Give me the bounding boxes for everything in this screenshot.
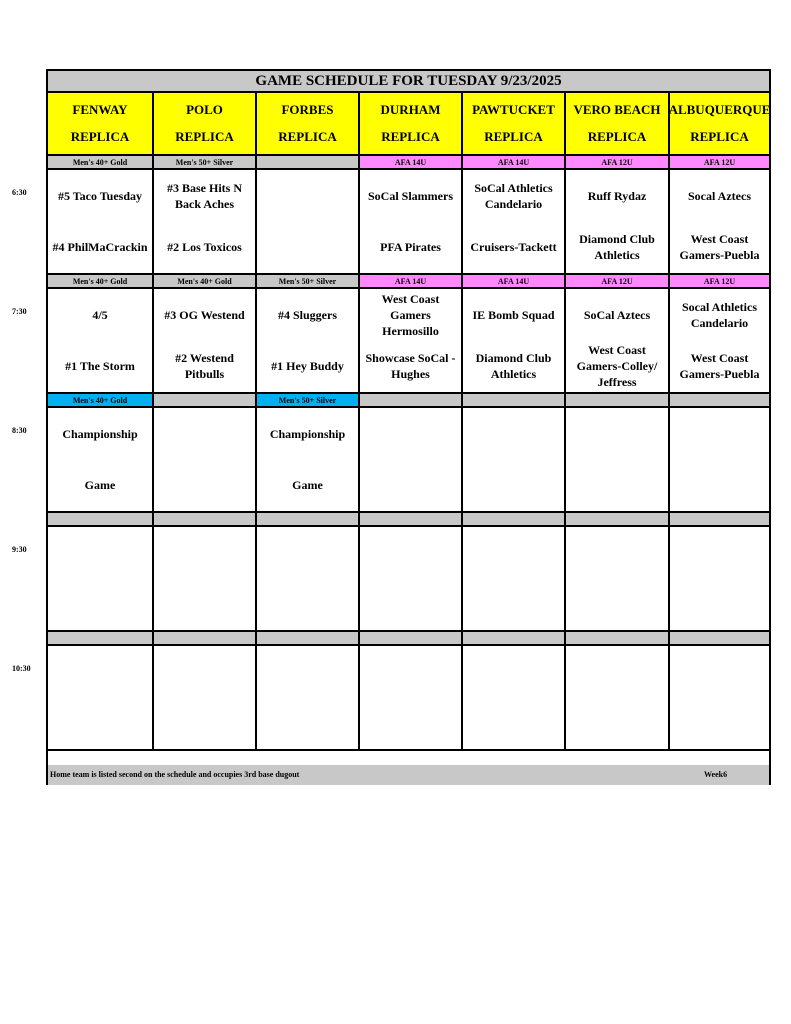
home-team bbox=[48, 579, 152, 631]
home-team bbox=[670, 460, 769, 512]
away-team: Championship bbox=[62, 426, 138, 441]
game-cell bbox=[564, 408, 668, 513]
division-label bbox=[461, 394, 564, 408]
field-header bbox=[668, 93, 769, 156]
game-cell bbox=[358, 170, 461, 275]
game-cell bbox=[152, 408, 255, 513]
division-label: AFA 12U bbox=[668, 156, 769, 170]
field-header bbox=[255, 93, 358, 156]
away-team bbox=[566, 646, 668, 698]
field-name: FENWAY bbox=[72, 102, 128, 118]
game-cell bbox=[358, 527, 461, 632]
home-team-note: Home team is listed second on the schedule and occupies 3rd base dugout bbox=[50, 770, 300, 779]
away-team bbox=[154, 527, 255, 579]
away-team bbox=[360, 408, 461, 460]
game-cell bbox=[461, 408, 564, 513]
field-header bbox=[564, 93, 668, 156]
game-cell bbox=[668, 289, 769, 394]
division-label: Men's 50+ Silver bbox=[152, 156, 255, 170]
game-cell bbox=[152, 646, 255, 751]
game-cell bbox=[358, 646, 461, 751]
division-label bbox=[358, 632, 461, 646]
game-cell bbox=[152, 289, 255, 394]
field-subtitle: REPLICA bbox=[587, 128, 647, 144]
home-team bbox=[154, 698, 255, 750]
division-label bbox=[48, 632, 152, 646]
field-name: DURHAM bbox=[380, 102, 441, 118]
game-cell bbox=[48, 289, 152, 394]
home-team bbox=[566, 460, 668, 512]
home-team: Cruisers-Tackett bbox=[470, 240, 557, 255]
division-label bbox=[668, 513, 769, 527]
division-label bbox=[668, 632, 769, 646]
home-team: Game bbox=[84, 478, 116, 493]
home-team: West Coast Gamers-Puebla bbox=[679, 351, 760, 382]
game-cell bbox=[564, 527, 668, 632]
game-cell bbox=[255, 289, 358, 394]
field-subtitle: REPLICA bbox=[381, 128, 440, 144]
field-subtitle: REPLICA bbox=[278, 128, 337, 144]
home-team bbox=[566, 579, 668, 631]
field-header bbox=[48, 93, 152, 156]
away-team bbox=[670, 527, 769, 579]
field-subtitle: REPLICA bbox=[175, 128, 234, 144]
field-header bbox=[461, 93, 564, 156]
game-cell bbox=[255, 170, 358, 275]
away-team bbox=[566, 408, 668, 460]
division-label: Men's 50+ Silver bbox=[255, 394, 358, 408]
game-cell bbox=[668, 646, 769, 751]
division-label bbox=[152, 513, 255, 527]
away-team bbox=[154, 646, 255, 698]
week-label: Week6 bbox=[704, 770, 728, 779]
away-team bbox=[463, 408, 564, 460]
field-name: FORBES bbox=[281, 102, 334, 118]
time-label: 9:30 bbox=[12, 545, 27, 554]
home-team bbox=[463, 698, 564, 750]
game-cell bbox=[564, 170, 668, 275]
game-cell bbox=[564, 289, 668, 394]
home-team: #2 Los Toxicos bbox=[167, 240, 242, 255]
away-team bbox=[463, 646, 564, 698]
game-cell bbox=[461, 646, 564, 751]
home-team bbox=[360, 579, 461, 631]
division-label bbox=[255, 632, 358, 646]
division-label: AFA 14U bbox=[461, 275, 564, 289]
home-team bbox=[670, 698, 769, 750]
away-team bbox=[154, 408, 255, 460]
field-header bbox=[152, 93, 255, 156]
field-name: VERO BEACH bbox=[573, 102, 661, 118]
away-team: Ruff Rydaz bbox=[587, 188, 647, 203]
division-label bbox=[461, 513, 564, 527]
division-label bbox=[564, 632, 668, 646]
game-cell bbox=[668, 527, 769, 632]
home-team bbox=[463, 579, 564, 631]
game-cell bbox=[358, 408, 461, 513]
away-team bbox=[360, 527, 461, 579]
division-label bbox=[358, 513, 461, 527]
home-team bbox=[257, 579, 358, 631]
division-label: Men's 40+ Gold bbox=[48, 394, 152, 408]
game-cell bbox=[255, 408, 358, 513]
division-label: AFA 12U bbox=[564, 156, 668, 170]
away-team: Championship bbox=[269, 426, 346, 441]
home-team bbox=[154, 460, 255, 512]
time-label: 8:30 bbox=[12, 426, 27, 435]
away-team bbox=[670, 646, 769, 698]
away-team: 4/5 bbox=[92, 307, 108, 322]
game-cell bbox=[152, 527, 255, 632]
division-label bbox=[668, 394, 769, 408]
game-cell bbox=[668, 408, 769, 513]
division-label: AFA 14U bbox=[461, 156, 564, 170]
away-team bbox=[463, 527, 564, 579]
home-team bbox=[566, 698, 668, 750]
division-label bbox=[48, 513, 152, 527]
game-cell bbox=[48, 170, 152, 275]
game-cell bbox=[255, 646, 358, 751]
away-team: SoCal Athletics Candelario bbox=[474, 180, 553, 211]
home-team: West Coast Gamers-Colley/ Jeffress bbox=[576, 343, 658, 390]
home-team: Game bbox=[292, 478, 323, 493]
away-team: IE Bomb Squad bbox=[472, 307, 555, 322]
division-label bbox=[152, 632, 255, 646]
home-team bbox=[360, 460, 461, 512]
time-label: 10:30 bbox=[12, 664, 31, 673]
division-label: AFA 14U bbox=[358, 156, 461, 170]
away-team: Socal Aztecs bbox=[688, 188, 751, 203]
home-team: #1 Hey Buddy bbox=[271, 359, 344, 374]
division-label bbox=[255, 513, 358, 527]
game-cell bbox=[48, 408, 152, 513]
time-label: 7:30 bbox=[12, 307, 27, 316]
game-cell bbox=[48, 646, 152, 751]
schedule-table bbox=[46, 69, 771, 785]
away-team bbox=[257, 170, 358, 222]
game-cell bbox=[152, 170, 255, 275]
away-team: SoCal Aztecs bbox=[583, 307, 651, 322]
schedule-title: GAME SCHEDULE FOR TUESDAY 9/23/2025 bbox=[48, 71, 769, 93]
division-label: AFA 12U bbox=[564, 275, 668, 289]
away-team bbox=[48, 646, 152, 698]
away-team: West Coast Gamers Hermosillo bbox=[381, 291, 440, 338]
home-team bbox=[257, 698, 358, 750]
home-team bbox=[670, 579, 769, 631]
home-team: Diamond Club Athletics bbox=[475, 351, 552, 382]
field-name: ALBUQUERQUE bbox=[668, 102, 771, 118]
field-name: PAWTUCKET bbox=[472, 102, 555, 118]
away-team bbox=[257, 646, 358, 698]
away-team: #5 Taco Tuesday bbox=[57, 188, 143, 203]
division-label: AFA 14U bbox=[358, 275, 461, 289]
game-cell bbox=[564, 646, 668, 751]
home-team: West Coast Gamers-Puebla bbox=[679, 232, 760, 263]
away-team bbox=[48, 527, 152, 579]
division-label bbox=[152, 394, 255, 408]
division-label: Men's 40+ Gold bbox=[152, 275, 255, 289]
home-team: #4 PhilMaCrackin bbox=[52, 240, 148, 255]
away-team bbox=[360, 646, 461, 698]
field-header bbox=[358, 93, 461, 156]
game-cell bbox=[461, 289, 564, 394]
home-team: #1 The Storm bbox=[65, 359, 135, 374]
away-team bbox=[670, 408, 769, 460]
division-label: Men's 40+ Gold bbox=[48, 156, 152, 170]
home-team bbox=[154, 579, 255, 631]
game-cell bbox=[461, 170, 564, 275]
game-cell bbox=[48, 527, 152, 632]
away-team: #3 Base Hits N Back Aches bbox=[167, 180, 242, 211]
field-name: POLO bbox=[186, 102, 223, 118]
away-team bbox=[566, 527, 668, 579]
game-cell bbox=[461, 527, 564, 632]
away-team bbox=[257, 527, 358, 579]
home-team: Showcase SoCal - Hughes bbox=[365, 351, 456, 382]
division-label: Men's 40+ Gold bbox=[48, 275, 152, 289]
division-label: Men's 50+ Silver bbox=[255, 275, 358, 289]
division-label bbox=[255, 156, 358, 170]
away-team: #3 OG Westend bbox=[164, 307, 245, 322]
division-label bbox=[358, 394, 461, 408]
division-label bbox=[564, 394, 668, 408]
away-team: SoCal Slammers bbox=[368, 188, 453, 203]
time-label: 6:30 bbox=[12, 188, 27, 197]
game-cell bbox=[358, 289, 461, 394]
field-subtitle: REPLICA bbox=[690, 128, 749, 144]
game-cell bbox=[668, 170, 769, 275]
home-team: Diamond Club Athletics bbox=[579, 232, 655, 263]
field-subtitle: REPLICA bbox=[484, 128, 543, 144]
footer-bar bbox=[48, 765, 769, 785]
away-team: #4 Sluggers bbox=[277, 307, 337, 322]
home-team bbox=[48, 698, 152, 750]
home-team: #2 Westend Pitbulls bbox=[175, 351, 234, 382]
division-label bbox=[564, 513, 668, 527]
home-team: PFA Pirates bbox=[380, 240, 441, 255]
division-label: AFA 12U bbox=[668, 275, 769, 289]
home-team bbox=[463, 460, 564, 512]
home-team bbox=[360, 698, 461, 750]
away-team: Socal Athletics Candelario bbox=[682, 299, 757, 330]
division-label bbox=[461, 632, 564, 646]
game-cell bbox=[255, 527, 358, 632]
field-subtitle: REPLICA bbox=[70, 128, 130, 144]
home-team bbox=[257, 222, 358, 274]
